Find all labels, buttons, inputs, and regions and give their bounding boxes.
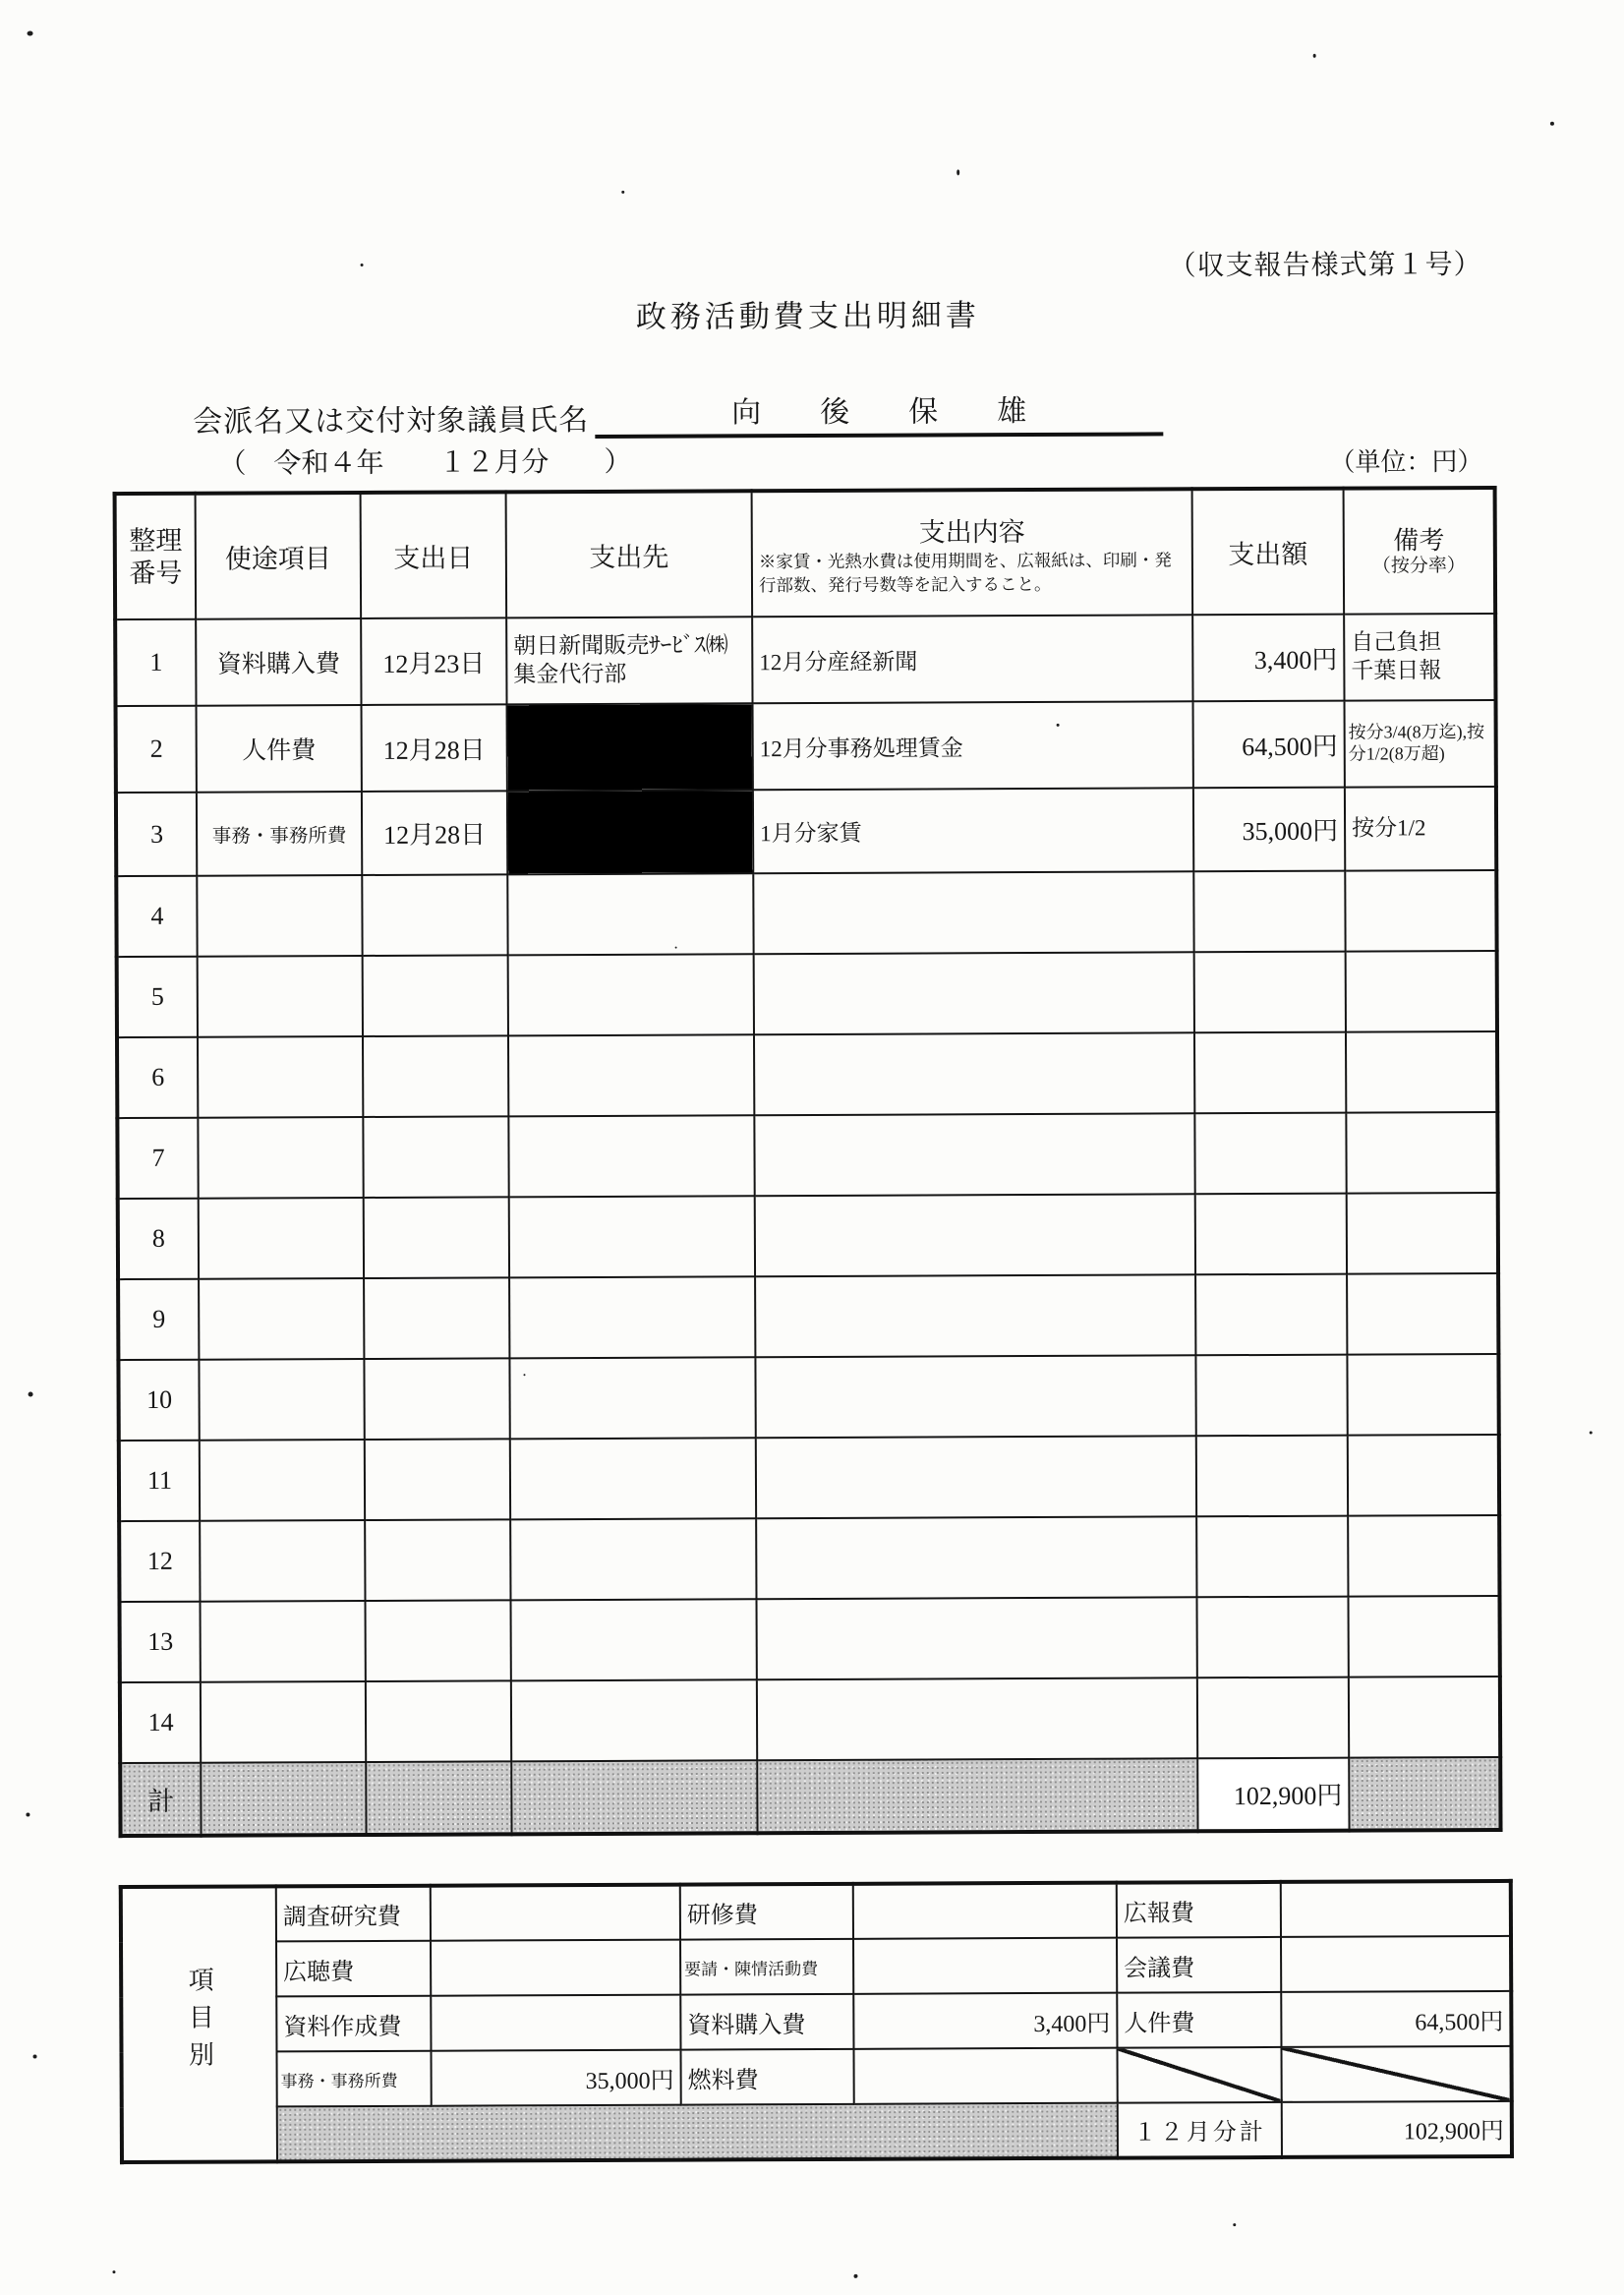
col-header-remarks: [1344, 488, 1496, 615]
expense-row-9: [118, 1273, 1498, 1360]
expense-table-header-row: [115, 488, 1496, 619]
scan-speck: [28, 30, 33, 35]
cell-remarks: [1347, 1193, 1498, 1274]
cell-no: 13: [120, 1602, 201, 1682]
shaded-cell: [277, 2103, 1118, 2162]
summary-category-label: 会議費: [1117, 1937, 1281, 1993]
scan-speck: [112, 2270, 115, 2273]
scan-speck: [675, 947, 677, 949]
cell-date: [363, 955, 508, 1036]
cell-payee: [507, 873, 753, 955]
cell-no: 11: [119, 1441, 200, 1521]
cell-payee: [508, 1034, 754, 1116]
cell-amount: [1194, 1113, 1346, 1195]
cell-remarks: [1348, 1515, 1499, 1597]
cell-detail: [756, 1516, 1196, 1599]
summary-category-value: [431, 1995, 680, 2051]
summary-category-label: 研修費: [680, 1884, 853, 1940]
page-title: 政務活動費支出明細書: [635, 298, 980, 334]
cell-category: [200, 1520, 365, 1602]
summary-row-1: [121, 1881, 1511, 1942]
summary-category-value: [853, 1883, 1117, 1939]
cell-payee-redacted: [507, 790, 753, 874]
summary-category-value: [1281, 2046, 1511, 2102]
col-header-remarks-title: 備考: [1393, 525, 1445, 555]
scan-speck: [33, 2054, 37, 2058]
cell-detail: [756, 1597, 1196, 1679]
cell-category: 事務・事務所費: [197, 792, 362, 876]
summary-row-3: [121, 1991, 1511, 2052]
cell-payee-redacted: [507, 703, 753, 791]
summary-category-value: [431, 1885, 680, 1941]
cell-category: 人件費: [197, 705, 362, 793]
cell-remarks: [1348, 1435, 1499, 1516]
summary-row-2: [121, 1936, 1511, 1997]
cell-remarks: 按分1/2: [1345, 787, 1496, 871]
shaded-cell: [366, 1761, 511, 1835]
member-name-label: 会派名又は交付対象議員氏名: [193, 403, 590, 439]
expense-row-1: [115, 614, 1495, 706]
cell-detail: [755, 1194, 1195, 1276]
cell-payee: [510, 1599, 756, 1680]
cell-no: 5: [117, 957, 198, 1037]
summary-side-label-text: 項目別: [185, 1966, 214, 2079]
cell-date: [364, 1277, 509, 1359]
summary-category-value: [1281, 1936, 1511, 1992]
cell-detail: [756, 1436, 1196, 1518]
cell-category: [198, 1036, 363, 1118]
summary-total-row: [122, 2101, 1512, 2162]
summary-side-label: [121, 1886, 277, 2162]
cell-no: 1: [115, 619, 196, 706]
cell-detail: [757, 1677, 1197, 1760]
cell-remarks: [1346, 1112, 1497, 1194]
scan-speck: [1550, 122, 1554, 126]
cell-remarks: 按分3/4(8万迄),按分1/2(8万超): [1345, 700, 1496, 788]
total-label: 計: [120, 1763, 201, 1836]
summary-category-value: 35,000円: [431, 2050, 680, 2106]
cell-remarks: [1349, 1677, 1500, 1758]
summary-row-4: [121, 2046, 1511, 2107]
cell-category: 資料購入費: [196, 618, 361, 706]
shaded-cell: [511, 1760, 757, 1834]
cell-remarks: 自己負担 千葉日報: [1344, 614, 1495, 701]
summary-category-value: [853, 1938, 1117, 1994]
col-header-category: 使途項目: [196, 493, 362, 619]
cell-date: 12月28日: [362, 704, 507, 792]
cell-payee: [508, 954, 754, 1035]
summary-category-label: 要請・陳情活動費: [680, 1939, 853, 1995]
expense-row-11: [119, 1435, 1499, 1521]
cell-payee: [510, 1438, 756, 1519]
cell-payee: [511, 1679, 757, 1761]
cell-detail: [754, 1032, 1194, 1115]
shaded-cell: [757, 1758, 1197, 1833]
unit-note: （単位：円）: [1329, 447, 1483, 477]
expense-row-6: [117, 1031, 1497, 1118]
cell-detail: 12月分事務処理賃金: [753, 701, 1193, 790]
cell-detail: [754, 1113, 1194, 1196]
cell-category: [198, 956, 363, 1037]
cell-date: [365, 1600, 510, 1681]
cell-payee: [509, 1196, 755, 1277]
summary-total-value: 102,900円: [1282, 2101, 1512, 2157]
cell-remarks: [1346, 1031, 1497, 1113]
col-header-detail: [752, 489, 1193, 617]
cell-amount: [1195, 1355, 1347, 1437]
cell-amount: [1195, 1274, 1347, 1356]
expense-row-7: [117, 1112, 1497, 1199]
report-period: （ 令和４年 １２月分 ）: [218, 446, 632, 480]
cell-no: 12: [119, 1521, 200, 1602]
cell-amount: [1193, 871, 1345, 953]
col-header-date: 支出日: [361, 492, 507, 618]
cell-amount: 64,500円: [1193, 701, 1345, 789]
cell-category: [197, 875, 362, 957]
cell-date: 12月28日: [362, 791, 507, 875]
scan-speck: [1313, 54, 1316, 58]
cell-detail: [755, 1274, 1195, 1357]
cell-date: [365, 1439, 510, 1520]
col-header-remarks-sub: （按分率）: [1371, 555, 1466, 577]
cell-category: [200, 1601, 365, 1682]
cell-detail: 1月分家賃: [753, 788, 1193, 873]
scan-speck: [26, 1812, 29, 1816]
cell-no: 9: [118, 1279, 199, 1360]
cell-remarks: [1347, 1273, 1498, 1355]
cell-no: 6: [117, 1037, 198, 1118]
shaded-cell: [1349, 1757, 1500, 1831]
summary-category-label: 調査研究費: [276, 1886, 431, 1942]
cell-category: [200, 1440, 365, 1521]
cell-remarks: [1347, 1354, 1498, 1436]
cell-payee: [509, 1276, 755, 1358]
summary-category-value: [1281, 1881, 1511, 1937]
scan-speck: [523, 1374, 525, 1376]
cell-no: 3: [116, 793, 197, 876]
cell-detail: 12月分産経新聞: [752, 615, 1192, 703]
member-name-value: 向 後 保 雄: [595, 385, 1163, 439]
cell-no: 8: [118, 1199, 199, 1279]
cell-no: 10: [118, 1360, 199, 1441]
cell-remarks: [1346, 951, 1497, 1032]
summary-category-label: 資料作成費: [276, 1996, 431, 2052]
scan-speck: [621, 191, 624, 194]
cell-date: [365, 1519, 510, 1601]
cell-no: 7: [117, 1118, 198, 1199]
scan-speck: [853, 2274, 857, 2278]
cell-payee: [509, 1357, 755, 1439]
cell-date: [363, 1035, 508, 1117]
col-header-detail-note: ※家賃・光熱水費は使用期間を、広報紙は、印刷・発行部数、発行号数等を記入すること。: [758, 550, 1172, 595]
expense-row-10: [118, 1354, 1498, 1441]
cell-category: [198, 1117, 363, 1199]
summary-category-label: 燃料費: [680, 2049, 853, 2105]
expense-row-8: [118, 1193, 1498, 1279]
col-header-no: 整理 番号: [115, 494, 197, 619]
cell-date: [363, 1116, 508, 1198]
cell-amount: 3,400円: [1192, 615, 1344, 702]
cell-date: [362, 874, 507, 956]
cell-amount: [1194, 1032, 1346, 1114]
cell-detail: [754, 952, 1194, 1034]
cell-category: [199, 1359, 364, 1441]
cell-amount: [1196, 1597, 1348, 1678]
summary-total-label: １２月分計: [1118, 2102, 1282, 2158]
scan-speck: [1057, 724, 1060, 727]
col-header-payee: 支出先: [506, 491, 753, 618]
col-header-amount: 支出額: [1192, 489, 1345, 616]
col-header-detail-title: 支出内容: [918, 517, 1025, 548]
cell-date: [364, 1197, 509, 1278]
summary-category-label: 資料購入費: [680, 1994, 853, 2050]
cell-date: [364, 1358, 509, 1440]
category-summary-table: [119, 1879, 1514, 2164]
summary-category-label: 事務・事務所費: [276, 2051, 431, 2107]
expense-row-12: [119, 1515, 1499, 1602]
cell-detail: [753, 871, 1193, 954]
cell-remarks: [1348, 1596, 1499, 1677]
summary-category-value: 64,500円: [1281, 1991, 1511, 2047]
cell-category: [201, 1681, 366, 1763]
scan-speck: [957, 169, 959, 175]
cell-category: [199, 1278, 364, 1360]
cell-date: [366, 1680, 511, 1762]
cell-payee: [510, 1518, 756, 1600]
summary-category-value: 3,400円: [853, 1993, 1117, 2049]
cell-amount: [1196, 1436, 1348, 1517]
cell-no: 4: [116, 876, 197, 957]
scan-speck: [29, 1391, 33, 1396]
expense-table: [113, 486, 1503, 1838]
expense-row-2: [116, 700, 1496, 793]
summary-category-label: 広聴費: [276, 1941, 431, 1997]
summary-category-label: 人件費: [1117, 1992, 1281, 2048]
expense-row-4: [116, 870, 1496, 957]
member-name-line: [193, 385, 1163, 440]
cell-detail: [755, 1355, 1195, 1438]
shaded-cell: [201, 1762, 366, 1836]
scan-speck: [1590, 1432, 1593, 1435]
scan-speck: [1233, 2223, 1236, 2226]
summary-category-value: [853, 2048, 1117, 2104]
expense-row-13: [120, 1596, 1500, 1682]
cell-amount: [1196, 1516, 1348, 1598]
cell-amount: [1194, 952, 1346, 1033]
expense-row-14: [120, 1677, 1500, 1763]
total-amount: 102,900円: [1197, 1758, 1349, 1832]
expense-total-row: [120, 1757, 1500, 1836]
summary-category-value: [431, 1940, 680, 1996]
cell-no: 14: [120, 1682, 201, 1763]
cell-remarks: [1345, 870, 1496, 952]
cell-payee: [508, 1115, 754, 1197]
cell-date: 12月23日: [361, 618, 506, 705]
expense-row-5: [117, 951, 1497, 1037]
cell-payee: 朝日新聞販売ｻｰﾋﾞｽ㈱集金代行部: [506, 617, 752, 704]
cell-category: [199, 1198, 364, 1279]
scan-speck: [361, 264, 364, 266]
form-code: （収支報告様式第１号）: [1168, 250, 1482, 282]
cell-amount: [1195, 1194, 1347, 1275]
summary-category-label: 広報費: [1117, 1882, 1281, 1938]
expense-row-3: [116, 787, 1496, 876]
cell-amount: 35,000円: [1193, 788, 1345, 872]
summary-category-label: [1117, 2047, 1281, 2103]
cell-no: 2: [116, 706, 197, 793]
cell-amount: [1197, 1677, 1349, 1759]
